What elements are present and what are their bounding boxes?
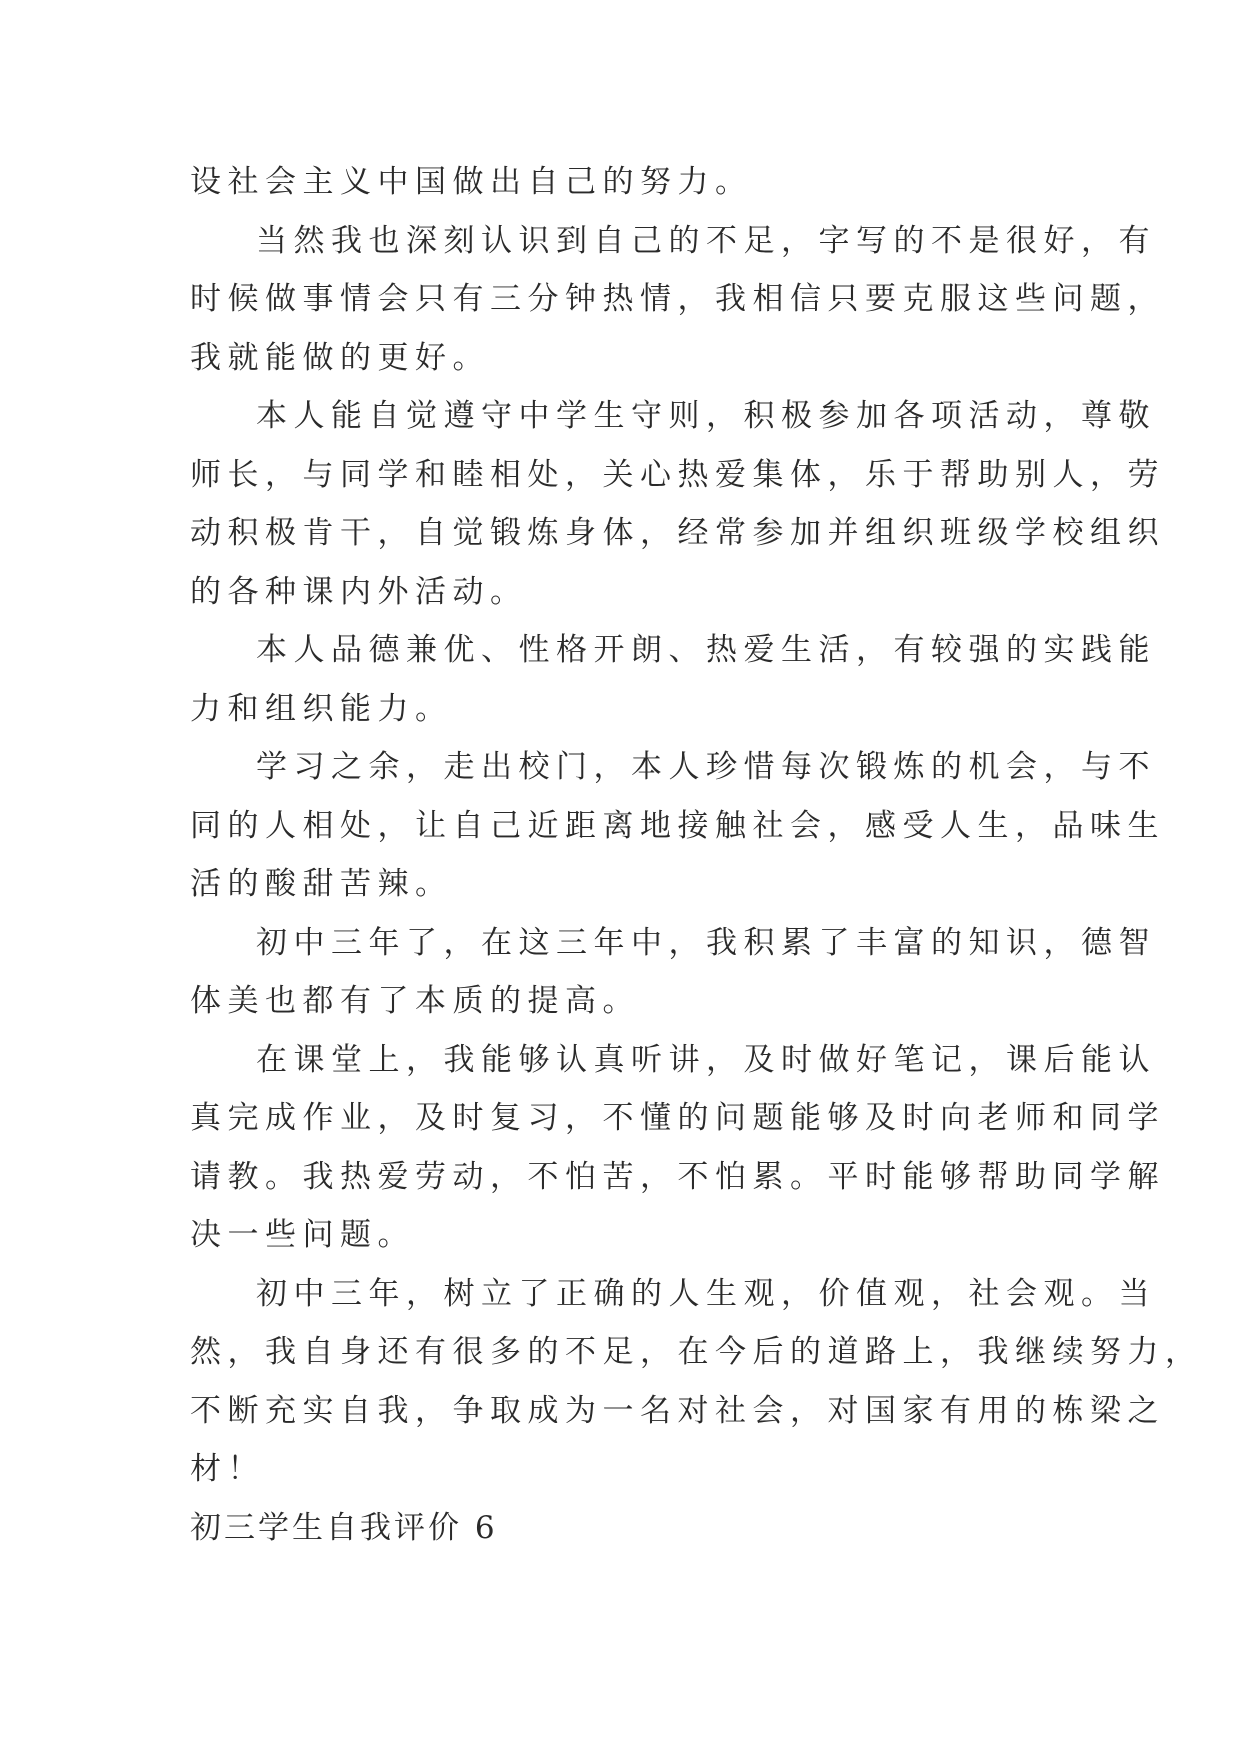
text-line: 设社会主义中国做出自己的努力。 [190,164,753,200]
text-line: 同的人相处，让自己近距离地接触社会，感受人生，品味生 [190,807,1165,844]
text-line: 材！ [190,1451,265,1487]
text-line: 请教。我热爱劳动，不怕苦，不怕累。平时能够帮助同学解 [190,1158,1165,1195]
text-line: 学习之余，走出校门，本人珍惜每次锻炼的机会，与不 [256,749,1156,785]
text-line: 真完成作业，及时复习，不懂的问题能够及时向老师和同学 [190,1100,1165,1136]
text-line: 当然我也深刻认识到自己的不足，字写的不是很好，有 [256,222,1156,259]
body-text [190,153,1203,1557]
text-line: 决一些问题。 [190,1217,415,1253]
text-line: 活的酸甜苦辣。 [190,866,453,902]
text-line: 本人能自觉遵守中学生守则，积极参加各项活动，尊敬 [256,398,1156,434]
text-line: 初中三年了，在这三年中，我积累了丰富的知识，德智 [256,924,1156,961]
text-line: 本人品德兼优、性格开朗、热爱生活，有较强的实践能 [256,632,1156,668]
text-line: 不断充实自我，争取成为一名对社会，对国家有用的栋梁之 [190,1392,1165,1429]
text-line: 师长，与同学和睦相处，关心热爱集体，乐于帮助别人，劳 [190,456,1165,493]
section-heading: 初三学生自我评价 6 [190,1509,498,1546]
text-line: 然，我自身还有很多的不足，在今后的道路上，我继续努力， [190,1334,1203,1370]
text-line: 体美也都有了本质的提高。 [190,983,640,1019]
text-line: 力和组织能力。 [190,690,453,727]
text-line: 初中三年，树立了正确的人生观，价值观，社会观。当 [256,1275,1156,1312]
text-line: 动积极肯干，自觉锻炼身体，经常参加并组织班级学校组织 [190,515,1165,551]
text-line: 我就能做的更好。 [190,339,490,376]
text-line: 的各种课内外活动。 [190,573,528,610]
text-line: 时候做事情会只有三分钟热情，我相信只要克服这些问题， [190,281,1165,317]
text-line: 在课堂上，我能够认真听讲，及时做好笔记，课后能认 [256,1041,1156,1078]
